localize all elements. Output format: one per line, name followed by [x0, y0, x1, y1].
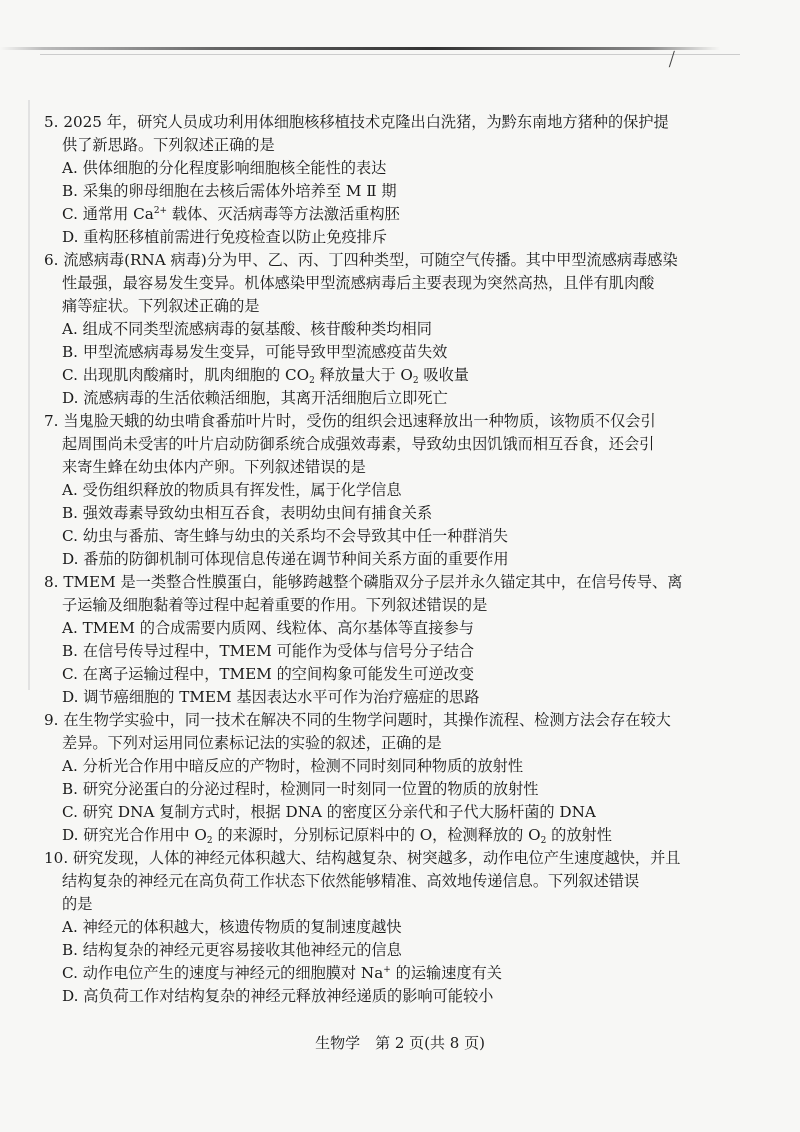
q9-option-c: C. 研究 DNA 复制方式时，根据 DNA 的密度区分亲代和子代大肠杆菌的 DNA: [62, 803, 596, 821]
q5-option-c-text-1: C. 通常用 Ca: [62, 205, 154, 223]
q6-option-c-sub-2: 2: [412, 376, 419, 386]
q10-stem-line-2: 结构复杂的神经元在高负荷工作状态下依然能够精准、高效地传递信息。下列叙述错误: [62, 872, 640, 890]
q6-option-c-sub-1: 2: [309, 376, 315, 386]
q10-option-c-text-2: 的运输速度有关: [390, 964, 502, 982]
q9-option-d: [62, 825, 612, 845]
q9-option-d-sub-1: 2: [206, 836, 213, 846]
q10-option-c-text-1: C. 动作电位产生的速度与神经元的细胞膜对 Na: [62, 964, 384, 982]
q9-option-d-text-3: 的放射性: [546, 826, 612, 844]
q7-stem-line-1: 7. 当鬼脸天蛾的幼虫啃食番茄叶片时，受伤的组织会迅速释放出一种物质，该物质不仅会引: [44, 412, 656, 430]
q6-option-c: [62, 365, 469, 385]
q9-stem-line-2: 差异。下列对运用同位素标记法的实验的叙述，正确的是: [62, 734, 442, 752]
q7-option-a: A. 受伤组织释放的物质具有挥发性，属于化学信息: [62, 481, 402, 499]
q6-option-b: B. 甲型流感病毒易发生变异，可能导致甲型流感疫苗失效: [62, 343, 448, 361]
q6-stem-line-2: 性最强，最容易发生变异。机体感染甲型流感病毒后主要表现为突然高热，且伴有肌肉酸: [62, 274, 655, 292]
q5-stem-line-2: 供了新思路。下列叙述正确的是: [62, 136, 275, 154]
q6-stem-line-3: 痛等症状。下列叙述正确的是: [62, 297, 260, 315]
q5-option-c: [62, 204, 400, 224]
q5-stem-line-1: 5. 2025 年，研究人员成功利用体细胞核移植技术克隆出白洗猪，为黔东南地方猪种的保护提: [44, 113, 669, 131]
q8-stem-line-2: 子运输及细胞黏着等过程中起着重要的作用。下列叙述错误的是: [62, 596, 488, 614]
q8-stem-line-1: 8. TMEM 是一类整合性膜蛋白，能够跨越整个磷脂双分子层并永久锚定其中，在信号传导、离: [44, 573, 683, 591]
pen-mark: ╱: [666, 51, 678, 69]
q7-option-c: C. 幼虫与番茄、寄生蜂与幼虫的关系均不会导致其中任一种群消失: [62, 527, 508, 545]
q5-option-c-sup: 2+: [153, 206, 168, 216]
q10-option-d: D. 高负荷工作对结构复杂的神经元释放神经递质的影响可能较小: [62, 987, 494, 1005]
q9-option-d-text-1: D. 研究光合作用中 O: [62, 826, 207, 844]
q8-option-b: B. 在信号传导过程中，TMEM 可能作为受体与信号分子结合: [62, 642, 475, 660]
q8-option-c: C. 在离子运输过程中，TMEM 的空间构象可能发生可逆改变: [62, 665, 475, 683]
q5-option-a: A. 供体细胞的分化程度影响细胞核全能性的表达: [62, 159, 387, 177]
q5-option-d: D. 重构胚移植前需进行免疫检查以防止免疫排斥: [62, 228, 388, 246]
q8-option-a: A. TMEM 的合成需要内质网、线粒体、高尔基体等直接参与: [62, 619, 474, 637]
q10-option-b: B. 结构复杂的神经元更容易接收其他神经元的信息: [62, 941, 402, 959]
q10-stem-line-3: 的是: [62, 895, 93, 913]
q7-stem-line-3: 来寄生蜂在幼虫体内产卵。下列叙述错误的是: [62, 458, 366, 476]
q6-option-a: A. 组成不同类型流感病毒的氨基酸、核苷酸种类均相同: [62, 320, 432, 338]
q9-option-b: B. 研究分泌蛋白的分泌过程时，检测同一时刻同一位置的物质的放射性: [62, 780, 539, 798]
q10-stem-line-1: 10. 研究发现，人体的神经元体积越大、结构越复杂、树突越多，动作电位产生速度越快，并且: [44, 849, 681, 867]
q6-option-c-text-2: 释放量大于 O: [314, 366, 413, 384]
q9-stem-line-1: 9. 在生物学实验中，同一技术在解决不同的生物学问题时，其操作流程、检测方法会存在较大: [44, 711, 671, 729]
q8-option-d: D. 调节癌细胞的 TMEM 基因表达水平可作为治疗癌症的思路: [62, 688, 480, 706]
q6-option-c-text-1: C. 出现肌肉酸痛时，肌肉细胞的 CO: [62, 366, 310, 384]
q6-option-c-text-3: 吸收量: [418, 366, 469, 384]
q6-option-d: D. 流感病毒的生活依赖活细胞，其离开活细胞后立即死亡: [62, 389, 448, 407]
q7-option-d: D. 番茄的防御机制可体现信息传递在调节种间关系方面的重要作用: [62, 550, 509, 568]
q9-option-a: A. 分析光合作用中暗反应的产物时，检测不同时刻同种物质的放射性: [62, 757, 524, 775]
q7-stem-line-2: 起周围尚未受害的叶片启动防御系统合成强效毒素，导致幼虫因饥饿而相互吞食，还会引: [62, 435, 655, 453]
page-footer: 生物学 第 2 页(共 8 页): [315, 1034, 485, 1052]
q5-option-c-text-2: 载体、灭活病毒等方法激活重构胚: [167, 205, 400, 223]
q5-option-b: B. 采集的卵母细胞在去核后需体外培养至 M Ⅱ 期: [62, 182, 397, 200]
q10-option-c: [62, 963, 502, 983]
q6-stem-line-1: 6. 流感病毒(RNA 病毒)分为甲、乙、丙、丁四种类型，可随空气传播。其中甲型流感病毒感染: [44, 251, 678, 269]
q10-option-c-sup: +: [383, 965, 391, 975]
q9-option-d-text-2: 的来源时，分别标记原料中的 O，检测释放的 O: [212, 826, 541, 844]
q9-option-d-sub-2: 2: [540, 836, 547, 846]
q10-option-a: A. 神经元的体积越大，核遗传物质的复制速度越快: [62, 918, 402, 936]
q7-option-b: B. 强效毒素导致幼虫相互吞食，表明幼虫间有捕食关系: [62, 504, 433, 522]
